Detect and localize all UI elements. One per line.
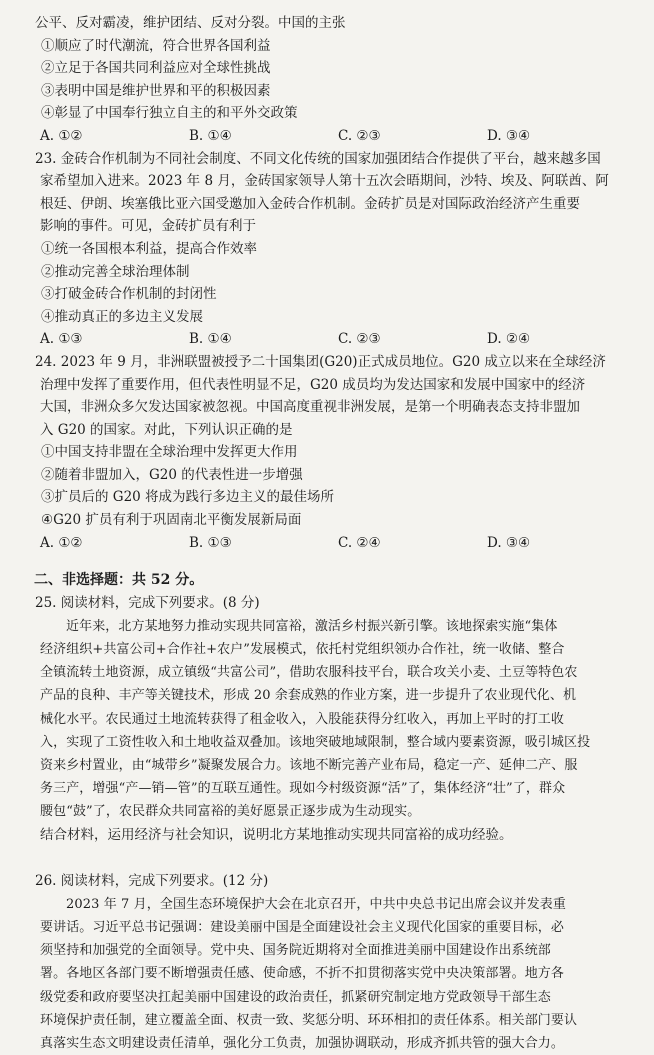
q26-material-line-4: 署。各地区各部门要不断增强责任感、使命感，不折不扣贯彻落实党中央决策部署。地方各 bbox=[40, 966, 565, 982]
q22-choice-d[interactable]: D. ③④ bbox=[487, 127, 531, 144]
q26-material-line-6: 环境保护责任制，建立覆盖全面、权责一致、奖惩分明、环环相扣的责任体系。相关部门要认 bbox=[40, 1012, 578, 1028]
q26-material-line-1: 2023 年 7 月，全国生态环境保护大会在北京召开，中共中央总书记出席会议并发表重 bbox=[66, 896, 566, 912]
q24-stem-line-2: 治理中发挥了重要作用，但代表性明显不足，G20 成员均为发达国家和发展中国家中的经济 bbox=[40, 376, 586, 393]
q25-material-line-6: 入，实现了工资性收入和土地收益双叠加。该地突破地域限制，整合域内要素资源，吸引城区投 bbox=[40, 734, 591, 750]
q22-item-2: ②立足于各国共同利益应对全球性挑战 bbox=[41, 60, 271, 77]
q25-material-line-1: 近年来，北方某地努力推动实现共同富裕，激活乡村振兴新引擎。该地探索实施“集体 bbox=[66, 618, 558, 634]
q25-heading: 25. 阅读材料，完成下列要求。(8 分) bbox=[35, 595, 260, 612]
question-22-tail bbox=[35, 12, 636, 148]
question-25 bbox=[35, 592, 636, 846]
q22-choice-b[interactable]: B. ①④ bbox=[189, 127, 232, 144]
q22-item-4: ④彰显了中国奉行独立自主的和平外交政策 bbox=[41, 105, 298, 122]
q25-material-line-8: 务三产，增强“产—销—管”的互联互通性。现如今村级资源“活”了，集体经济“壮”了，群众 bbox=[40, 781, 566, 797]
q23-stem-line-4: 影响的事件。可见，金砖扩员有利于 bbox=[40, 218, 256, 235]
q23-answer-choices bbox=[40, 328, 636, 351]
q23-item-4: ④推动真正的多边主义发展 bbox=[41, 308, 203, 325]
q22-answer-choices bbox=[40, 125, 636, 148]
q23-choice-c[interactable]: C. ②③ bbox=[338, 331, 381, 348]
question-23 bbox=[35, 148, 636, 351]
q25-material-line-9: 腰包“鼓”了，农民群众共同富裕的美好愿景正逐步成为生动现实。 bbox=[40, 804, 421, 820]
question-24 bbox=[35, 351, 636, 554]
q26-heading: 26. 阅读材料，完成下列要求。(12 分) bbox=[35, 873, 269, 890]
q25-task: 结合材料，运用经济与社会知识，说明北方某地推动实现共同富裕的成功经验。 bbox=[40, 826, 513, 843]
question-26 bbox=[35, 870, 636, 1055]
q25-material-line-3: 全镇流转土地资源，成立镇级“共富公司”，借助农服科技平台，联合攻关小麦、土豆等特色农 bbox=[40, 665, 578, 681]
q23-stem-line-1: 23. 金砖合作机制为不同社会制度、不同文化传统的国家加强团结合作提供了平台，越来越多国 bbox=[35, 150, 601, 167]
question-22-lead: 公平、反对霸凌，维护团结、反对分裂。中国的主张 bbox=[35, 15, 346, 31]
q23-choice-a[interactable]: A. ①③ bbox=[40, 331, 83, 348]
q26-material-line-5: 级党委和政府要坚决扛起美丽中国建设的政治责任，抓紧研究制定地方党政领导干部生态 bbox=[40, 989, 551, 1005]
q22-item-3: ③表明中国是维护世界和平的积极因素 bbox=[41, 82, 271, 99]
q22-choice-a[interactable]: A. ①② bbox=[40, 127, 83, 144]
q24-item-4: ④G20 扩员有利于巩固南北平衡发展新局面 bbox=[41, 512, 302, 529]
q24-stem-line-1: 24. 2023 年 9 月，非洲联盟被授予二十国集团(G20)正式成员地位。G20 成立以来在全球经济 bbox=[35, 353, 606, 370]
q23-item-3: ③打破金砖合作机制的封闭性 bbox=[41, 286, 217, 303]
q23-choice-d[interactable]: D. ②④ bbox=[487, 331, 531, 348]
q24-choice-c[interactable]: C. ②④ bbox=[338, 534, 381, 551]
q26-material-line-7: 真落实生态文明建设责任清单，强化分工负责，加强协调联动，形成齐抓共管的强大合力。 bbox=[40, 1036, 565, 1052]
q25-material-line-4: 产品的良种、丰产等关键技术，形成 20 余套成熟的作业方案，进一步提升了农业现代化、机 bbox=[40, 688, 577, 704]
q24-choice-a[interactable]: A. ①② bbox=[40, 534, 83, 551]
q25-material-line-2: 经济组织+共富公司+合作社+农户”发展模式，依托村党组织领办合作社，统一收储、整合 bbox=[40, 642, 565, 658]
q24-stem-line-4: 入 G20 的国家。对此，下列认识正确的是 bbox=[40, 421, 293, 438]
q24-stem-line-3: 大国，非洲众多欠发达国家被忽视。中国高度重视非洲发展，是第一个明确表态支持非盟加 bbox=[40, 399, 580, 416]
q24-answer-choices bbox=[40, 532, 636, 555]
q24-item-3: ③扩员后的 G20 将成为践行多边主义的最佳场所 bbox=[41, 489, 335, 506]
q24-choice-b[interactable]: B. ①③ bbox=[189, 534, 232, 551]
q26-material-line-3: 须坚持和加强党的全面领导。党中央、国务院近期将对全面推进美丽中国建设作出系统部 bbox=[40, 943, 551, 959]
q25-material-line-5: 械化水平。农民通过土地流转获得了租金收入，入股能获得分红收入，再加上平时的打工收 bbox=[40, 711, 565, 727]
answer-space bbox=[40, 846, 636, 870]
q23-item-2: ②推动完善全球治理体制 bbox=[41, 263, 190, 280]
q23-item-1: ①统一各国根本利益，提高合作效率 bbox=[41, 240, 257, 257]
q22-choice-c[interactable]: C. ②③ bbox=[338, 127, 381, 144]
q25-material-line-7: 资来乡村置业，由“城带乡”凝聚发展合力。该地不断完善产业布局，稳定一产、延伸二产、服 bbox=[40, 758, 578, 774]
q24-choice-d[interactable]: D. ③④ bbox=[487, 534, 531, 551]
q22-item-1: ①顺应了时代潮流，符合世界各国利益 bbox=[41, 37, 271, 54]
q23-stem-line-2: 家希望加入进来。2023 年 8 月，金砖国家领导人第十五次会晤期间，沙特、埃及、阿联酋、阿 bbox=[40, 173, 609, 190]
q24-item-2: ②随着非盟加入，G20 的代表性进一步增强 bbox=[41, 466, 303, 483]
section-heading-non-choice: 二、非选择题：共 52 分。 bbox=[34, 572, 204, 589]
q23-choice-b[interactable]: B. ①④ bbox=[189, 331, 232, 348]
q24-item-1: ①中国支持非盟在全球治理中发挥更大作用 bbox=[41, 444, 298, 461]
q26-material-line-2: 要讲话。习近平总书记强调：建设美丽中国是全面建设社会主义现代化国家的重要目标，必 bbox=[40, 920, 565, 936]
q23-stem-line-3: 根廷、伊朗、埃塞俄比亚六国受邀加入金砖合作机制。金砖扩员是对国际政治经济产生重要 bbox=[40, 195, 580, 212]
